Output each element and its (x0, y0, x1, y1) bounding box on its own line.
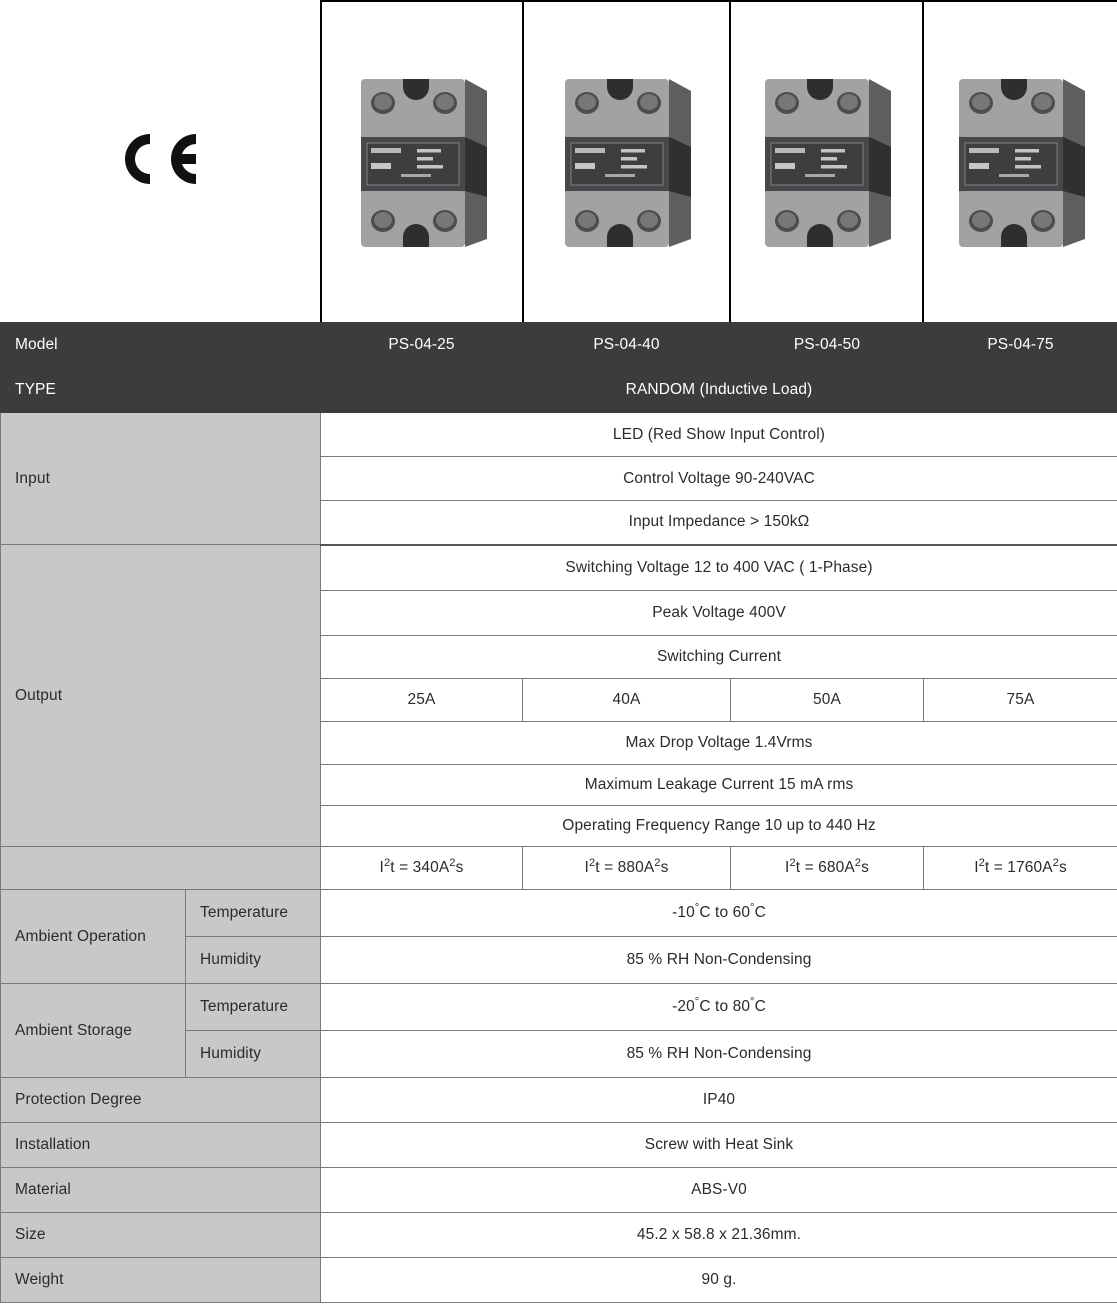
table-row-output-i2t (1, 847, 1117, 890)
input-control-voltage: Control Voltage 90-240VAC (321, 457, 1117, 501)
table-row-weight (1, 1258, 1117, 1303)
installation-value: Screw with Heat Sink (321, 1123, 1117, 1168)
degree-icon: ° (750, 995, 755, 1008)
table-row-size (1, 1213, 1117, 1258)
row-label-output: Output (1, 545, 321, 847)
model-value-2: PS-04-40 (523, 323, 731, 368)
i2t-value-4 (924, 847, 1117, 890)
product-photo-cell (322, 2, 524, 322)
i2t-prefix-2: I (584, 859, 589, 876)
model-value-3: PS-04-50 (731, 323, 924, 368)
degree-icon: ° (694, 901, 700, 914)
ce-mark-icon (120, 128, 200, 190)
i2t-amount-2: 880 (617, 859, 644, 876)
switching-current-4: 75A (924, 679, 1117, 722)
table-row-type (1, 368, 1117, 413)
sublabel-ambient-storage-temperature: Temperature (186, 984, 321, 1031)
degree-icon: ° (750, 901, 755, 914)
i2t-value-2 (523, 847, 731, 890)
as-temp-mid: C to 80 (699, 998, 751, 1015)
as-temp-pre: -20 (672, 998, 695, 1015)
i2t-unit-a-1: A (438, 859, 450, 876)
table-row-protection-degree (1, 1078, 1117, 1123)
switching-current-3: 50A (731, 679, 924, 722)
as-temp-post: C (754, 998, 766, 1015)
i2t-mid-3: t = (795, 859, 819, 876)
i2t-mid-1: t = (390, 859, 413, 876)
row-label-ambient-operation: Ambient Operation (1, 890, 186, 984)
output-switching-current-header: Switching Current (321, 636, 1117, 679)
i2t-unit-exp-3: 2 (854, 856, 862, 869)
output-max-drop-voltage: Max Drop Voltage 1.4Vrms (321, 722, 1117, 765)
table-row-model (1, 323, 1117, 368)
size-value: 45.2 x 58.8 x 21.36mm. (321, 1213, 1117, 1258)
row-label-size: Size (1, 1213, 321, 1258)
row-label-ambient-storage: Ambient Storage (1, 984, 186, 1078)
ao-temp-post: C (754, 904, 766, 921)
table-row-ambient-operation-temperature (1, 890, 1117, 937)
certification-zone (0, 0, 320, 322)
type-value: RANDOM (Inductive Load) (321, 368, 1117, 413)
i2t-value-3 (731, 847, 924, 890)
row-label-output-i2t-spacer (1, 847, 321, 890)
product-image-band (0, 0, 1117, 322)
row-label-input: Input (1, 413, 321, 545)
product-photo-row (320, 0, 1117, 322)
row-label-weight: Weight (1, 1258, 321, 1303)
i2t-unit-s-1: s (455, 859, 464, 876)
row-label-installation: Installation (1, 1123, 321, 1168)
i2t-value-1 (321, 847, 523, 890)
i2t-exp-4: 2 (978, 856, 985, 869)
solid-state-relay-icon (945, 69, 1095, 255)
output-max-leakage-current: Maximum Leakage Current 15 mA rms (321, 765, 1117, 806)
input-led: LED (Red Show Input Control) (321, 413, 1117, 457)
ao-temp-pre: -10 (672, 904, 695, 921)
i2t-unit-a-3: A (844, 859, 855, 876)
switching-current-2: 40A (523, 679, 731, 722)
i2t-unit-s-4: s (1058, 859, 1067, 876)
solid-state-relay-icon (751, 69, 901, 255)
row-label-material: Material (1, 1168, 321, 1213)
i2t-mid-2: t = (595, 859, 618, 876)
i2t-prefix-3: I (785, 859, 790, 876)
row-label-type: TYPE (1, 368, 321, 413)
product-photo-cell (524, 2, 731, 322)
weight-value: 90 g. (321, 1258, 1117, 1303)
i2t-unit-s-2: s (660, 859, 669, 876)
model-value-4: PS-04-75 (924, 323, 1117, 368)
table-row-input-led (1, 413, 1117, 457)
product-photo-cell (924, 2, 1117, 322)
solid-state-relay-icon (551, 69, 701, 255)
output-peak-voltage: Peak Voltage 400V (321, 591, 1117, 636)
table-row-material (1, 1168, 1117, 1213)
i2t-exp-1: 2 (383, 856, 391, 869)
degree-icon: ° (694, 995, 700, 1008)
table-row-ambient-storage-temperature (1, 984, 1117, 1031)
i2t-unit-a-4: A (1042, 859, 1053, 876)
output-switching-voltage: Switching Voltage 12 to 400 VAC ( 1-Phase) (321, 545, 1117, 591)
i2t-prefix-4: I (974, 859, 979, 876)
i2t-prefix-1: I (379, 859, 384, 876)
i2t-mid-4: t = (984, 859, 1008, 876)
specifications-table (0, 322, 1117, 1303)
output-operating-frequency: Operating Frequency Range 10 up to 440 Hz (321, 806, 1117, 847)
material-value: ABS-V0 (321, 1168, 1117, 1213)
protection-degree-value: IP40 (321, 1078, 1117, 1123)
sublabel-ambient-operation-humidity: Humidity (186, 937, 321, 984)
ambient-storage-temperature-value (321, 984, 1117, 1031)
row-label-model: Model (1, 323, 321, 368)
i2t-amount-3: 680 (818, 859, 845, 876)
ao-temp-mid: C to 60 (699, 904, 751, 921)
i2t-amount-4: 1760 (1007, 859, 1043, 876)
input-impedance: Input Impedance > 150kΩ (321, 501, 1117, 545)
i2t-unit-exp-1: 2 (449, 856, 456, 869)
i2t-exp-3: 2 (789, 856, 796, 869)
switching-current-1: 25A (321, 679, 523, 722)
table-row-installation (1, 1123, 1117, 1168)
model-value-1: PS-04-25 (321, 323, 523, 368)
i2t-unit-s-3: s (861, 859, 869, 876)
sublabel-ambient-operation-temperature: Temperature (186, 890, 321, 937)
solid-state-relay-icon (347, 69, 497, 255)
product-photo-cell (731, 2, 924, 322)
sublabel-ambient-storage-humidity: Humidity (186, 1031, 321, 1078)
row-label-protection-degree: Protection Degree (1, 1078, 321, 1123)
ambient-storage-humidity-value: 85 % RH Non-Condensing (321, 1031, 1117, 1078)
i2t-exp-2: 2 (588, 856, 596, 869)
ambient-operation-humidity-value: 85 % RH Non-Condensing (321, 937, 1117, 984)
ambient-operation-temperature-value (321, 890, 1117, 937)
i2t-amount-1: 340 (412, 859, 439, 876)
table-row-output-switching-voltage (1, 545, 1117, 591)
i2t-unit-exp-2: 2 (654, 856, 661, 869)
i2t-unit-exp-4: 2 (1052, 856, 1059, 869)
i2t-unit-a-2: A (643, 859, 655, 876)
